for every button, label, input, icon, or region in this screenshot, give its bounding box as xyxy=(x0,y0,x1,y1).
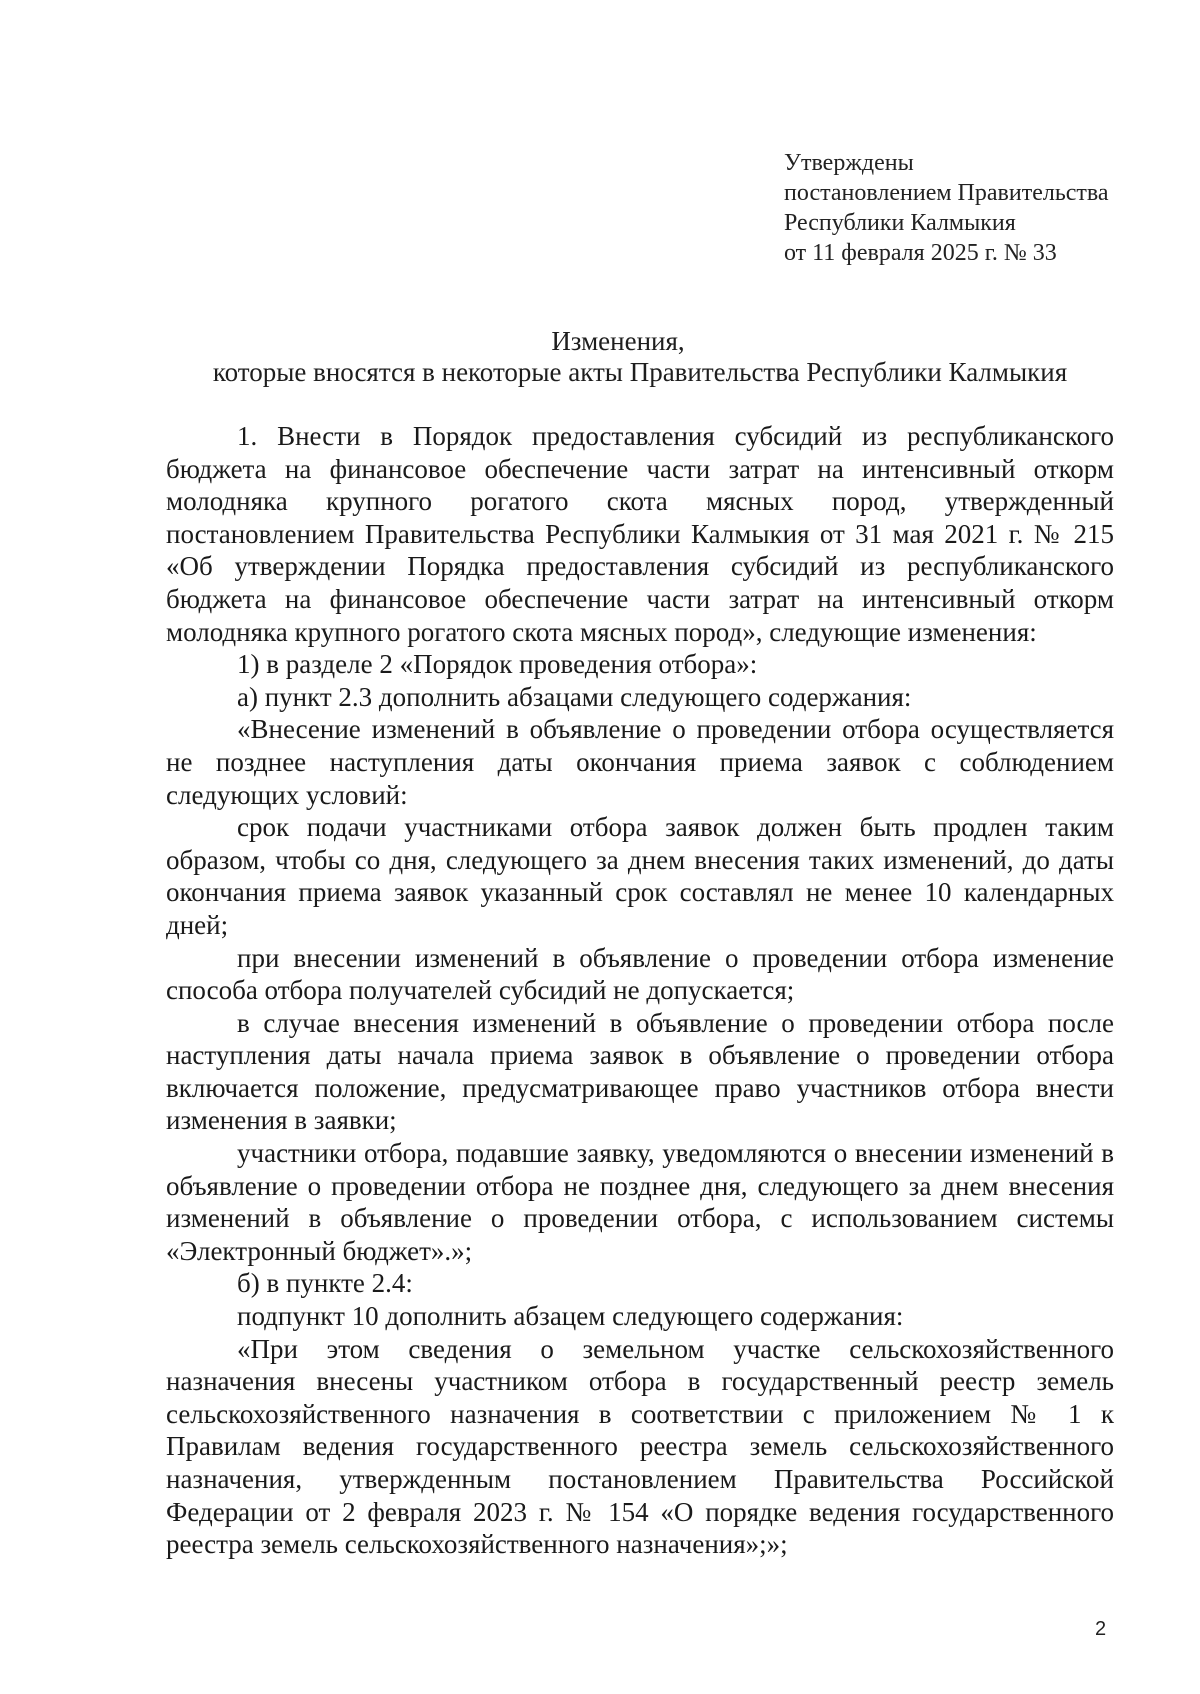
approval-date-line: от 11 февраля 2025 г. № 33 xyxy=(784,240,1057,266)
body-paragraph: срок подачи участниками отбора заявок должен быть продлен таким образом, чтобы со дня, следующего за днем внесения таких изменений, до даты окончания приема заявок указанный срок составлял не менее 10 календарных дней; xyxy=(166,812,1114,940)
page-number: 2 xyxy=(1095,1618,1107,1640)
body-paragraph: «Внесение изменений в объявление о проведении отбора осуществляется не позднее наступления даты окончания приема заявок с соблюдением следующих условий: xyxy=(166,714,1114,810)
document-title: Изменения, xyxy=(551,326,685,356)
approval-stamp-block xyxy=(784,148,1109,268)
body-paragraph: при внесении изменений в объявление о проведении отбора изменение способа отбора получателей субсидий не допускается; xyxy=(166,942,1114,1006)
body-paragraph: подпункт 10 дополнить абзацем следующего содержания: xyxy=(237,1301,904,1332)
body-paragraph: а) пункт 2.3 дополнить абзацами следующего содержания: xyxy=(237,681,912,712)
approval-line: Республики Калмыкия xyxy=(784,210,1016,236)
approval-line: постановлением Правительства xyxy=(784,180,1109,206)
body-paragraph: б) в пункте 2.4: xyxy=(237,1268,413,1299)
body-paragraph: участники отбора, подавшие заявку, уведомляются о внесении изменений в объявление о проведении отбора не позднее дня, следующего за днем внесения изменений в объявление о проведении отбора, с использованием системы «Электронный бюджет».»; xyxy=(166,1138,1114,1266)
body-paragraph: в случае внесения изменений в объявление о проведении отбора после наступления даты начала приема заявок в объявление о проведении отбора включается положение, предусматривающее право участников отбора внести изменения в заявки; xyxy=(166,1007,1114,1136)
document-subtitle: которые вносятся в некоторые акты Правительства Республики Калмыкия xyxy=(212,357,1068,387)
approval-line: Утверждены xyxy=(784,150,914,176)
document-body xyxy=(166,420,1114,1561)
body-paragraph: «При этом сведения о земельном участке сельскохозяйственного назначения внесены участником отбора в государственный реестр земель сельскохозяйственного назначения в соответствии с приложением № 1 к Правилам ведения государственного реестра земель сельскохозяйственного назначения, утвержденным постановлением Правительства Российской Федерации от 2 февраля 2023 г. № 154 «О порядке ведения государственного реестра земель сельскохозяйственного назначения»;»; xyxy=(166,1333,1114,1560)
body-paragraph: 1. Внести в Порядок предоставления субсидий из республиканского бюджета на финансовое обеспечение части затрат на интенсивный откорм молодняка крупного рогатого скота мясных пород, утвержденный постановлением Правительства Республики Калмыкия от 31 мая 2021 г. № 215 «Об утверждении Порядка предоставления субсидий из республиканского бюджета на финансовое обеспечение части затрат на интенсивный откорм молодняка крупного рогатого скота мясных пород», следующие изменения: xyxy=(166,421,1114,647)
body-paragraph: 1) в разделе 2 «Порядок проведения отбора»: xyxy=(237,649,758,680)
